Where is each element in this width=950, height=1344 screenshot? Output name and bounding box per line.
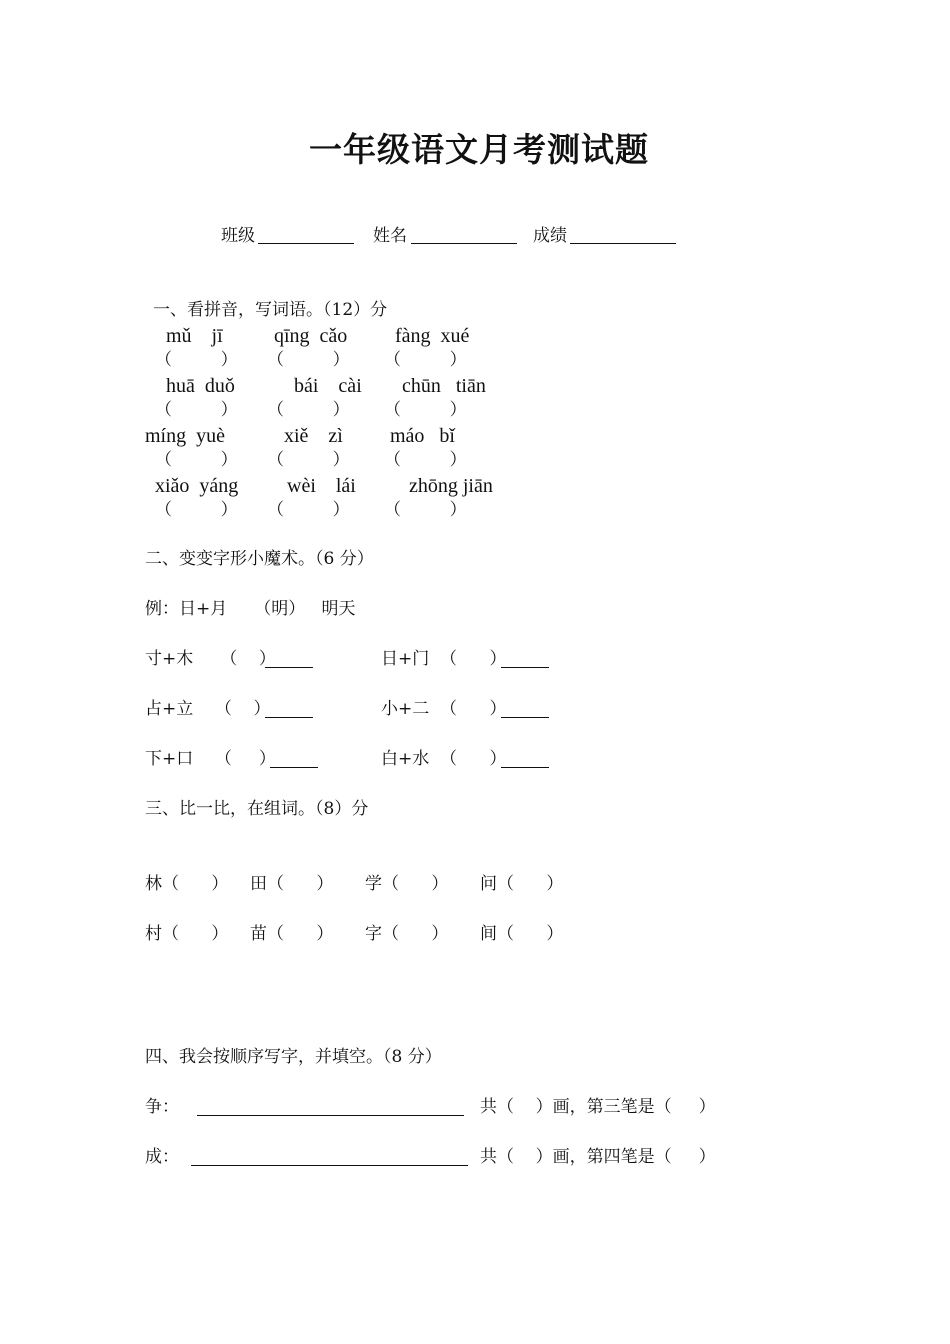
- answer-line[interactable]: [501, 751, 549, 768]
- stroke-question: 共（ ）画，第四笔是（ ）: [480, 1147, 716, 1167]
- pinyin-3-3: máo bǐ: [390, 425, 455, 447]
- answer-bracket[interactable]: （ ）: [267, 350, 350, 370]
- pinyin-4-1: xiǎo yáng: [155, 475, 239, 497]
- word-item: 占+立 （ ）: [145, 699, 271, 719]
- section2-example: 例：日+月 （明） 明天: [145, 599, 356, 619]
- score-field[interactable]: [570, 227, 676, 244]
- compare-item[interactable]: 问（ ）: [480, 874, 564, 894]
- section3-heading: 三、比一比，在组词。（8）分: [145, 799, 369, 819]
- stroke-write-line[interactable]: [197, 1099, 464, 1116]
- word-item: 小+二 （ ）: [381, 699, 507, 719]
- word-item: 日+门 （ ）: [381, 649, 507, 669]
- answer-line[interactable]: [265, 701, 313, 718]
- stroke-char: 成：: [145, 1147, 179, 1167]
- score-label: 成绩: [533, 226, 567, 246]
- section4-heading: 四、我会按顺序写字，并填空。（8 分）: [145, 1047, 442, 1067]
- stroke-question: 共（ ）画，第三笔是（ ）: [480, 1097, 716, 1117]
- compare-item[interactable]: 学（ ）: [365, 874, 449, 894]
- word-item: 白+水 （ ）: [381, 749, 507, 769]
- name-label: 姓名: [373, 226, 407, 246]
- page-title: 一年级语文月考测试题: [309, 130, 649, 169]
- class-label: 班级: [221, 226, 255, 246]
- compare-item[interactable]: 田（ ）: [250, 874, 334, 894]
- compare-item[interactable]: 林（ ）: [145, 874, 229, 894]
- pinyin-2-1: huā duǒ: [166, 375, 235, 397]
- compare-item[interactable]: 间（ ）: [480, 924, 564, 944]
- pinyin-1-1: mǔ jī: [166, 325, 223, 347]
- pinyin-2-2: bái cài: [294, 375, 362, 397]
- word-item: 寸+木 （ ）: [145, 649, 276, 669]
- name-field[interactable]: [411, 227, 517, 244]
- pinyin-4-3: zhōng jiān: [409, 475, 493, 497]
- answer-bracket[interactable]: （ ）: [384, 500, 467, 520]
- pinyin-2-3: chūn tiān: [402, 375, 486, 397]
- word-item: 下+口 （ ）: [145, 749, 276, 769]
- answer-line[interactable]: [501, 701, 549, 718]
- section2-heading: 二、变变字形小魔术。（6 分）: [145, 549, 374, 569]
- class-field[interactable]: [258, 227, 354, 244]
- answer-line[interactable]: [501, 651, 549, 668]
- compare-item[interactable]: 苗（ ）: [250, 924, 334, 944]
- answer-line[interactable]: [270, 751, 318, 768]
- pinyin-3-2: xiě zì: [284, 425, 343, 447]
- stroke-write-line[interactable]: [191, 1149, 468, 1166]
- compare-item[interactable]: 村（ ）: [145, 924, 229, 944]
- stroke-char: 争：: [145, 1097, 179, 1117]
- answer-bracket[interactable]: （ ）: [155, 450, 238, 470]
- answer-bracket[interactable]: （ ）: [267, 400, 350, 420]
- answer-bracket[interactable]: （ ）: [155, 350, 238, 370]
- pinyin-4-2: wèi lái: [287, 475, 356, 497]
- answer-bracket[interactable]: （ ）: [155, 500, 238, 520]
- pinyin-1-2: qīng cǎo: [274, 325, 348, 347]
- answer-bracket[interactable]: （ ）: [384, 450, 467, 470]
- answer-line[interactable]: [265, 651, 313, 668]
- answer-bracket[interactable]: （ ）: [267, 500, 350, 520]
- pinyin-3-1: míng yuè: [145, 425, 225, 447]
- answer-bracket[interactable]: （ ）: [384, 350, 467, 370]
- pinyin-1-3: fàng xué: [395, 325, 470, 347]
- section1-heading: 一、看拼音，写词语。（12）分: [153, 300, 388, 320]
- answer-bracket[interactable]: （ ）: [267, 450, 350, 470]
- compare-item[interactable]: 字（ ）: [365, 924, 449, 944]
- answer-bracket[interactable]: （ ）: [384, 400, 467, 420]
- answer-bracket[interactable]: （ ）: [155, 400, 238, 420]
